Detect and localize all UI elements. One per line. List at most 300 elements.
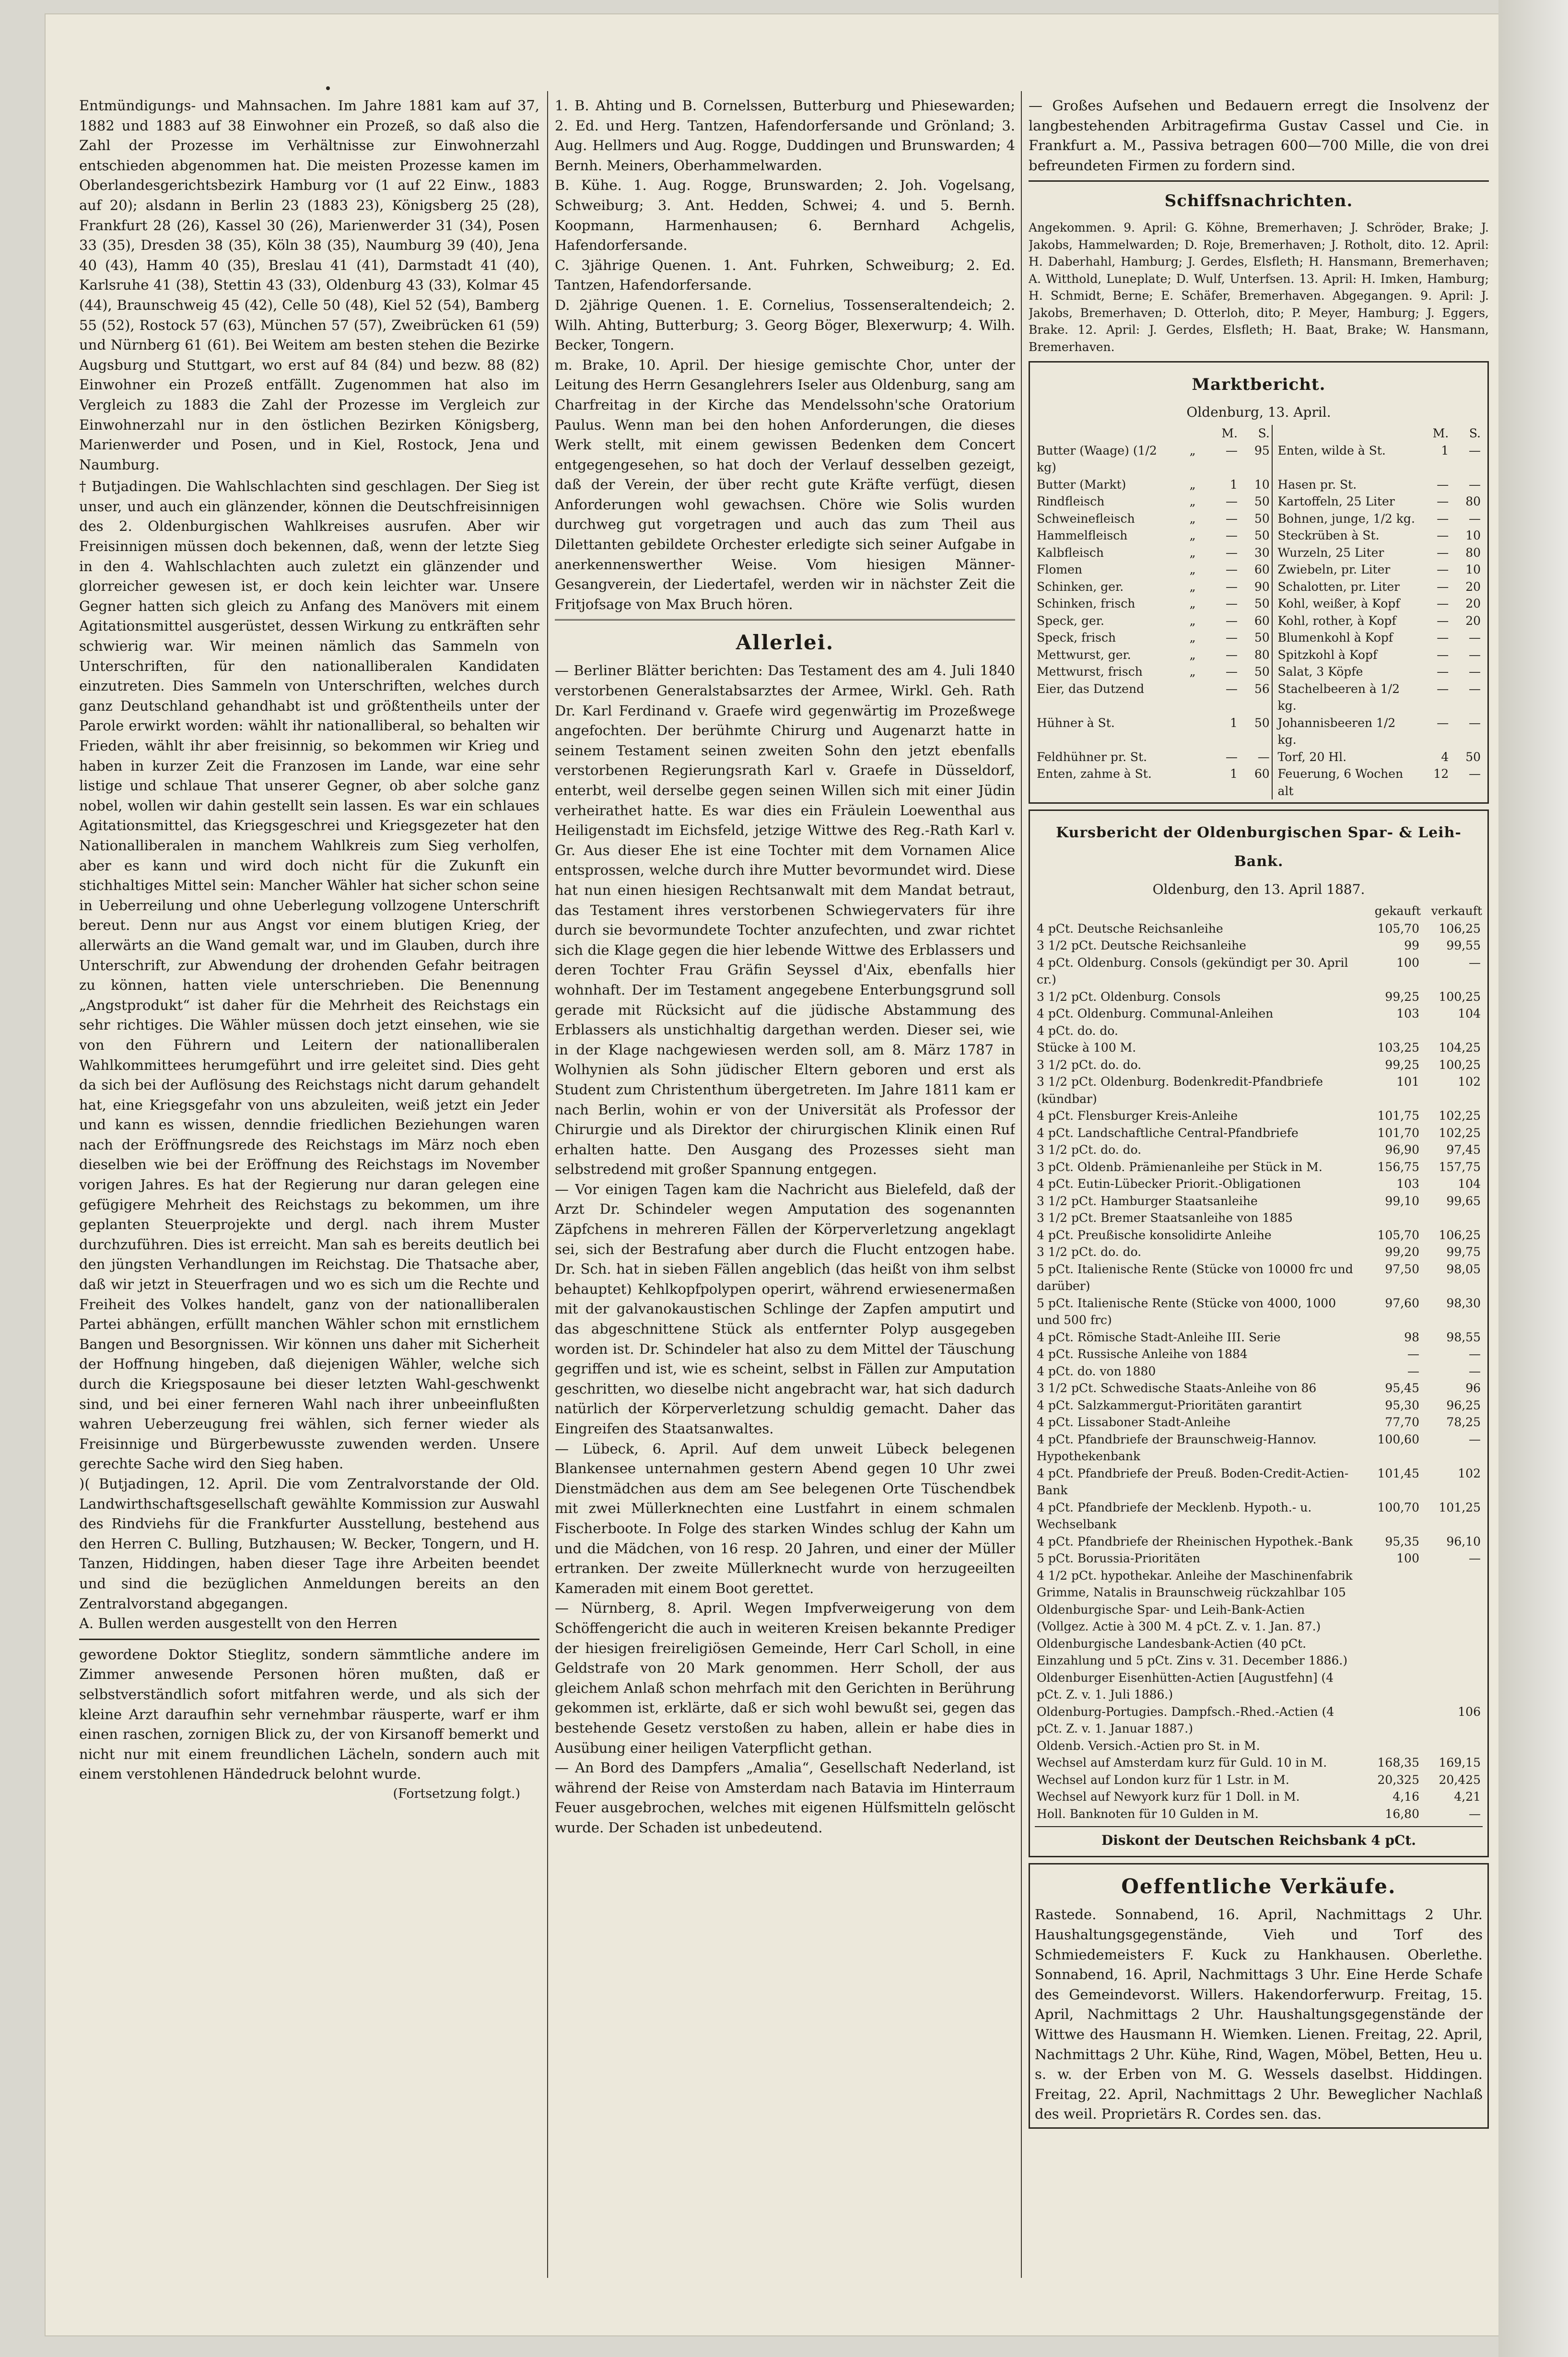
exchange-row xyxy=(1035,1295,1483,1329)
market-row xyxy=(1035,646,1483,664)
exchange-row xyxy=(1035,1175,1483,1193)
article-text: — Lübeck, 6. April. Auf dem unweit Lübeck belegenen Blankensee unternahmen gestern Abend gegen 10 Uhr zwei Dienstmädchen aus dem am See belegenen Orte Tüschendbek mit zwei Müllerknechten eine Lustfahrt in einem schmalen Fischerboote. In Folge des starken Windes schlug der Kahn um und die Mädchen, von 16 resp. 20 Jahren, und einer der Müller ertranken. Der zweite Müllerknecht wurde von herzugeeilten Kameraden mit einem Boot gerettet. xyxy=(555,1440,1015,1596)
security-rate: 106,25 xyxy=(1439,921,1481,936)
security-rate: 99,25 xyxy=(1385,989,1419,1004)
market-item: Hammelfleisch xyxy=(1037,528,1128,543)
market-price xyxy=(1178,680,1207,715)
market-price: 10 xyxy=(1254,477,1270,492)
security-rate xyxy=(1421,1601,1483,1635)
market-price: 60 xyxy=(1254,563,1270,577)
market-item: Johannisbeeren 1/2 kg. xyxy=(1277,715,1396,747)
article-text: — Vor einigen Tagen kam die Nachricht aus Bielefeld, daß der Arzt Dr. Schindeler wegen Amputation des sogenannten Zäpfchens in mehreren Fällen der Körperverletzung angeklagt sei, sich der Bestrafung aber durch die Flucht entzogen habe. Dr. Sch. hat in sieben Fällen angeblich (das heißt von ihm selbst behauptet) Kehlkopfpolypen operirt, während erwiesenermaßen mit der galvanokaustischen Schlinge der Zapfen amputirt und das abgeschnittene Stück als entfernter Polyp ausgegeben worden ist. Dr. Schindeler hat also zu dem Mittel der Täuschung gegriffen und ist, wie es scheint, selbst in Fällen zur Amputation geschritten, wo dieselbe nicht angebracht war, hat sich dadurch natürlich der Körperverletzung schuldig gemacht. Daher das Eingreifen des Staatsanwaltes. xyxy=(555,1181,1015,1437)
market-price: 80 xyxy=(1254,647,1270,662)
market-price: „ xyxy=(1189,613,1196,628)
market-price: — xyxy=(1225,563,1238,577)
article-text: A. Bullen werden ausgestellt von den Herren xyxy=(79,1615,398,1632)
section-heading: Allerlei. xyxy=(736,631,834,655)
market-row xyxy=(1035,680,1483,715)
market-price xyxy=(1178,749,1207,766)
security-rate: 98,05 xyxy=(1446,1262,1481,1276)
security-rate: 98,55 xyxy=(1446,1330,1481,1344)
security-name: 3 1/2 pCt. Oldenburg. Bodenkredit-Pfandbriefe (kündbar) xyxy=(1037,1075,1323,1106)
security-rate: 105,70 xyxy=(1377,1228,1419,1242)
market-item: Eier, das Dutzend xyxy=(1037,681,1145,696)
market-price: — xyxy=(1225,511,1238,526)
market-price: — xyxy=(1437,647,1449,662)
market-price: „ xyxy=(1189,494,1196,509)
market-report xyxy=(1029,361,1489,804)
column-1 xyxy=(79,96,539,2192)
security-rate: 103,25 xyxy=(1377,1041,1419,1055)
article-text: — Berliner Blätter berichten: Das Testament des am 4. Juli 1840 verstorbenen Generalstabsarztes der Armee, Wirkl. Geh. Rath Dr. Karl Ferdinand v. Graefe wird gegenwärtig im Prozeßwege angefochten. Der berühmte Chirurg und Augenarzt hatte in seinem Testament seinen zweiten Sohn den jetzt ebenfalls verstorbenen Regierungsrath Karl v. Graefe in Düsseldorf, enterbt, weil derselbe gegen seinen Willen sich mit einer Jüdin verheirathet hatte. Es war dies ein Fräulein Loewenthal aus Heiligenstadt im Eichsfeld, jetzige Wittwe des Reg.-Rath Karl v. Gr. Aus dieser Ehe ist eine Tochter mit dem Vornamen Alice entsprossen, welche durch ihre Mutter bevormundet wird. Diese hat nun einen hiesigen Rechtsanwalt mit dem Mandat betraut, das Testament ihres verstorbenen Schwiegervaters für ihre durch sie bevormundete Tochter anzufechten, und zwar richtet sich die Klage gegen die hier lebende Wittwe des Erblassers und deren Tochter Frau Gräfin Seyssel d'Aix, ebenfalls hier wohnhaft. Der im Testament angegebene Enterbungsgrund soll gerade mit Rücksicht auf die jüdische Abstammung des Erblassers als unstichhaltig dargethan werden. Dieser sei, wie in der Klage nachgewiesen werden soll, am 8. März 1787 in Wolhynien als Sohn jüdischer Eltern geboren und erst als Student zum Christenthum übergetreten. Im Jahre 1811 kam er nach Berlin, wohin er von der Universität als Professor der Chirurgie und als Direktor der chirurgischen Klinik einen Ruf erhalten hatte. Den Ausgang des Prozesses sieht man selbstredend mit großer Spannung entgegen. xyxy=(555,662,1015,1178)
market-price: — xyxy=(1437,681,1449,696)
market-price: — xyxy=(1437,545,1449,560)
exchange-row xyxy=(1035,1567,1483,1601)
market-price: 50 xyxy=(1465,750,1481,764)
security-name: 3 1/2 pCt. Hamburger Staatsanleihe xyxy=(1037,1194,1258,1208)
market-item: Mettwurst, ger. xyxy=(1037,647,1131,662)
security-rate: 101,70 xyxy=(1377,1126,1419,1140)
newspaper-page xyxy=(46,14,1498,2335)
market-item: Spitzkohl à Kopf xyxy=(1277,647,1378,662)
section-heading: Marktbericht. xyxy=(1192,375,1326,395)
market-price: „ xyxy=(1189,511,1196,526)
security-name: 5 pCt. Italienische Rente (Stücke von 10000 frc und darüber) xyxy=(1037,1262,1353,1293)
market-item: Kohl, rother, à Kopf xyxy=(1277,613,1396,628)
continuation-note: (Fortsetzung folgt.) xyxy=(393,1786,520,1801)
market-price: 90 xyxy=(1254,579,1270,594)
market-price: 50 xyxy=(1254,631,1270,645)
market-separator xyxy=(1272,680,1276,715)
market-price: „ xyxy=(1189,631,1196,645)
exchange-row xyxy=(1035,1431,1483,1465)
market-price: — xyxy=(1225,545,1238,560)
market-item: Steckrüben à St. xyxy=(1277,528,1380,543)
market-item: Butter (Markt) xyxy=(1037,477,1126,492)
security-rate xyxy=(1360,1209,1421,1227)
market-separator xyxy=(1272,527,1276,544)
security-rate xyxy=(1421,1022,1483,1040)
market-item: Rindfleisch xyxy=(1037,494,1105,509)
security-rate: 4,21 xyxy=(1454,1790,1481,1804)
security-rate: 97,45 xyxy=(1446,1143,1481,1157)
security-rate: 96,25 xyxy=(1446,1398,1481,1412)
security-rate: 106,25 xyxy=(1439,1228,1481,1242)
market-item: Kalbfleisch xyxy=(1037,545,1104,560)
unit-label: S. xyxy=(1469,426,1481,441)
security-rate: 99,10 xyxy=(1385,1194,1419,1208)
column-header: verkauft xyxy=(1431,904,1482,918)
market-price: „ xyxy=(1189,665,1196,679)
security-rate: 100,70 xyxy=(1377,1500,1419,1514)
market-separator xyxy=(1272,595,1276,612)
article-text: † Butjadingen. Die Wahlschlachten sind geschlagen. Der Sieg ist unser, und auch ein glänzender, können die Deutschfreisinnigen des 2. Oldenburgischen Wahlkreises ausrufen. Aber wir Freisinnigen müssen doch bekennen, daß, wenn der letzte Sieg in den 4. Wahlschlachten auch zuletzt ein glänzender und glorreicher gewesen ist, er doch kein leichter war. Unsere Gegner hatten sich gleich zu Anfang des Manövers mit einem Agitationsmittel ausgerüstet, dessen Wirkung zu entkräften sehr schwierig war. Wir meinen nämlich das Sammeln von Unterschriften, für den nationalliberalen Kandidaten einzutreten. Dies Sammeln von Unterschriften, welches durch ganz Deutschland gehandhabt ist und größtentheils unter der Parole erwirkt worden: wählt ihr nationalliberal, so behalten wir Frieden, wählt ihr aber freisinnig, so bekommen wir Krieg und haben in kurzer Zeit die Franzosen im Lande, war eine sehr listige und schlaue That unserer Gegner, ob aber solche ganz nobel, wollen wir dahin gestellt sein lassen. Es war ein schlaues Agitationsmittel, das Kriegsgeschrei und Kriegsgezeter hat den Nationalliberalen in manchem Wahlkreis zum Sieg verholfen, aber es kann und wird doch nicht für die Zukunft ein stichhaltiges Mittel sein: Mancher Wähler hat sicher schon seine in Ueberreilung und ohne Ueberlegung vollzogene Unterschrift bereut. Denn nur aus Angst vor einem blutigen Krieg, der allerwärts an die Wand gemalt war, und im Glauben, durch ihre Unterschrift, zur Abwendung der drohenden Gefahr beitragen zu können, hatten viele unterschrieben. Die Benennung „Angstprodukt“ ist daher für die Mehrheit des Reichstags ein sehr richtiges. Die Wähler müssen doch jetzt einsehen, wie sie von den Führern und Leitern der nationalliberalen Wahlkommittees herumgeführt und irre geleitet sind. Dies geht da sich bei der Auflösung des Reichstags nicht darum gehandelt hat, eine Kriegsgefahr von uns abzuleiten, weiß jetzt ein Jeder und kann es wissen, denndie friedlichen Beziehungen waren nach der Eröffnungsrede des Reichstags im März noch eben dieselben wie bei der Eröffnung des Reichstags im November vorigen Jahres. Es hat der Regierung nur daran gelegen eine gefügigere Mehrheit des Reichstags zu bekommen, um ihre geplanten Steuerprojekte und dergl. nach ihrem Muster durchzuführen. Dies ist erreicht. Man sah es bereits deutlich bei den jüngsten Verhandlungen im Reichstag. Die Thatsache aber, daß wir jetzt in Steuerfragen und wo es sich um die Rechte und Freiheit des Volkes handelt, ganz von der nationalliberalen Partei abhängen, erfüllt manchen Wähler schon mit ernstlichem Bangen und Besorgnissen. Wir können uns daher mit Sicherheit der Hoffnung hingeben, daß diejenigen Wähler, welche sich durch die Kriegsposaune bei dieser letzten Wahl-geschwenkt sind, und bei einer ferneren Wahl nach ihrer unbeeinflußten wahren Ueberzeugung frei wählen, sich ferner wieder als Freisinnige und Bürgerbewusste zuwenden werden. Unsere gerechte Sache wird den Sieg haben. xyxy=(79,478,539,1472)
article-text: D. 2jährige Quenen. 1. E. Cornelius, Tossenseraltendeich; 2. Wilh. Ahting, Butterburg; 3. Georg Böger, Blexerwurp; 4. Wilh. Becker, Tongern. xyxy=(555,296,1015,353)
security-name: 4 pCt. do. do. xyxy=(1037,1023,1118,1038)
security-rate: — xyxy=(1469,1347,1481,1361)
market-price: 10 xyxy=(1465,528,1481,543)
security-name: Wechsel auf Newyork kurz für 1 Doll. in M. xyxy=(1037,1790,1300,1804)
divider xyxy=(1035,1826,1483,1827)
market-item: Salat, 3 Köpfe xyxy=(1277,665,1363,679)
security-rate: — xyxy=(1469,955,1481,970)
security-rate: 99,65 xyxy=(1446,1194,1481,1208)
security-name: 4 pCt. Römische Stadt-Anleihe III. Serie xyxy=(1037,1330,1281,1344)
security-rate: 78,25 xyxy=(1446,1415,1481,1430)
market-item: Mettwurst, frisch xyxy=(1037,665,1143,679)
market-row xyxy=(1035,476,1483,493)
market-price: — xyxy=(1437,477,1449,492)
market-separator xyxy=(1272,663,1276,680)
market-price: 60 xyxy=(1254,767,1270,781)
market-price: — xyxy=(1225,665,1238,679)
market-separator xyxy=(1272,544,1276,562)
article-text: Entmündigungs- und Mahnsachen. Im Jahre 1881 kam auf 37, 1882 und 1883 auf 38 Einwohner ein Prozeß, so daß also die Zahl der Prozesse im Verhältnisse zur Einwohnerzahl entschieden abgenommen hat. Die meisten Prozesse kamen im Oberlandesgerichtsbezirk Hamburg vor (1 auf 22 Einw., 1883 auf 20); alsdann in Berlin 23 (1883 23), Königsberg 25 (28), Frankfurt 28 (26), Kassel 30 (26), Marienwerder 31 (34), Posen 33 (35), Dresden 38 (35), Köln 38 (35), Naumburg 39 (40), Jena 40 (43), Hamm 40 (35), Breslau 41 (41), Darmstadt 41 (40), Karlsruhe 41 (38), Stettin 43 (33), Oldenburg 43 (33), Kolmar 45 (44), Braunschweig 45 (42), Celle 50 (48), Kiel 52 (54), Bamberg 55 (52), Rostock 57 (63), München 57 (57), Zweibrücken 61 (59) und Nürnberg 61 (61). Bei Weitem am besten stehen die Bezirke Augsburg und Stuttgart, wo erst auf 84 (84) und bezw. 88 (82) Einwohner ein Prozeß entfällt. Zugenommen hat also im Vergleich zu 1883 die Zahl der Prozesse im Vergleich zur Einwohnerzahl nur in den östlichen Bezirken Königsberg, Marienwerder und Posen, und in Kiel, Rostock, Jena und Naumburg. xyxy=(79,97,539,473)
market-item: Zwiebeln, pr. Liter xyxy=(1277,563,1391,577)
security-rate xyxy=(1360,1601,1421,1635)
market-item: Speck, ger. xyxy=(1037,613,1104,628)
market-price: — xyxy=(1225,631,1238,645)
security-rate: 103 xyxy=(1396,1177,1419,1191)
security-rate: 157,75 xyxy=(1439,1160,1481,1174)
market-separator xyxy=(1272,561,1276,578)
public-sales xyxy=(1029,1863,1489,2129)
market-row xyxy=(1035,561,1483,578)
security-name: Stücke à 100 M. xyxy=(1037,1041,1136,1055)
market-price: „ xyxy=(1189,443,1196,457)
market-price: — xyxy=(1469,681,1481,696)
article-text: m. Brake, 10. April. Der hiesige gemischte Chor, unter der Leitung des Herrn Gesanglehrers Iseler aus Oldenburg, sang am Charfreitag in der Kirche das Mendelssohn'sche Oratorium Paulus. Wenn man bei den hohen Anforderungen, die dieses Werk stellt, mit einem gewissen Bedenken dem Concert entgegengesehen, so hat doch der Verlauf desselben gezeigt, daß der Verein, der über recht gute Kräfte verfügt, diesen Anforderungen wohl gewachsen. Chöre wie Solis wurden durchweg gut vorgetragen und auch das zum Theil aus Dilettanten gebildete Orchester erledigte sich seiner Aufgabe in anerkennenswerther Weise. Vom hiesigen Männer-Gesangverein, der Liedertafel, werden wir in nächster Zeit die Fritjofsage von Max Bruch hören. xyxy=(555,356,1015,612)
market-separator xyxy=(1272,646,1276,664)
market-row xyxy=(1035,629,1483,646)
market-price: 95 xyxy=(1254,443,1270,457)
security-rate: 95,45 xyxy=(1385,1381,1419,1395)
security-name: 4 pCt. Pfandbriefe der Braunschweig-Hannov. Hypothekenbank xyxy=(1037,1432,1317,1464)
security-rate: 99,55 xyxy=(1446,938,1481,953)
article-text: — Nürnberg, 8. April. Wegen Impfverweigerung von dem Schöffengericht die auch in weiteren Kreisen bekannte Prediger der hiesigen freireligiösen Gemeinde, Herr Carl Scholl, in eine Geldstrafe von 20 Mark genommen. Herr Scholl, der aus gleichem Anlaß schon mehrfach mit den Gerichten in Berührung gekommen ist, erklärte, daß er sich wohl bewußt sei, gegen das bestehende Gesetz verstoßen zu haben, allein er habe dies in Ausübung einer heiligen Vaterpflicht gethan. xyxy=(555,1600,1015,1756)
security-rate: 97,60 xyxy=(1385,1296,1419,1310)
security-rate: 95,35 xyxy=(1385,1534,1419,1548)
exchange-date: Oldenburg, den 13. April 1887. xyxy=(1152,881,1365,898)
security-rate: 101,45 xyxy=(1377,1466,1419,1480)
security-rate: 100,60 xyxy=(1377,1432,1419,1446)
exchange-row xyxy=(1035,1380,1483,1397)
security-rate xyxy=(1421,1209,1483,1227)
security-name: 3 1/2 pCt. do. do. xyxy=(1037,1245,1142,1259)
exchange-row xyxy=(1035,1141,1483,1159)
market-item: Flomen xyxy=(1037,563,1082,577)
market-item: Hasen pr. St. xyxy=(1277,477,1357,492)
security-rate: 99 xyxy=(1404,938,1419,953)
market-row xyxy=(1035,493,1483,510)
security-name: 3 1/2 pCt. do. do. xyxy=(1037,1143,1142,1157)
exchange-row xyxy=(1035,1550,1483,1567)
security-rate: 168,35 xyxy=(1377,1756,1419,1770)
market-price xyxy=(1178,765,1207,799)
market-units-row xyxy=(1035,425,1483,442)
security-name: Wechsel auf London kurz für 1 Lstr. in M. xyxy=(1037,1772,1289,1787)
column-rule xyxy=(1021,91,1022,2278)
exchange-row xyxy=(1035,1363,1483,1380)
market-item: Blumenkohl à Kopf xyxy=(1277,631,1393,645)
market-price: — xyxy=(1469,647,1481,662)
section-heading: Oeffentliche Verkäufe. xyxy=(1121,1875,1396,1899)
security-rate: 99,25 xyxy=(1385,1057,1419,1072)
market-item: Stachelbeeren à 1/2 kg. xyxy=(1277,681,1400,713)
market-price: — xyxy=(1437,494,1449,509)
exchange-row xyxy=(1035,1261,1483,1295)
market-price: — xyxy=(1225,443,1238,457)
market-item: Speck, frisch xyxy=(1037,631,1116,645)
market-price: — xyxy=(1437,579,1449,594)
exchange-row xyxy=(1035,954,1483,988)
divider xyxy=(1029,180,1489,182)
market-price: — xyxy=(1225,494,1238,509)
exchange-row xyxy=(1035,937,1483,954)
market-price: 50 xyxy=(1254,665,1270,679)
discount-note: Diskont der Deutschen Reichsbank 4 pCt. xyxy=(1101,1832,1416,1849)
market-row xyxy=(1035,749,1483,766)
exchange-row xyxy=(1035,1056,1483,1074)
market-separator xyxy=(1272,715,1276,749)
market-separator xyxy=(1272,749,1276,766)
security-rate: 99,20 xyxy=(1385,1245,1419,1259)
market-price: — xyxy=(1469,477,1481,492)
market-price: — xyxy=(1437,715,1449,730)
security-rate: 101 xyxy=(1396,1075,1419,1089)
unit-label: M. xyxy=(1432,426,1449,441)
exchange-row xyxy=(1035,1039,1483,1056)
market-item: Kohl, weißer, à Kopf xyxy=(1277,597,1400,611)
security-name: 3 1/2 pCt. do. do. xyxy=(1037,1057,1142,1072)
security-name: 3 1/2 pCt. Deutsche Reichsanleihe xyxy=(1037,938,1246,953)
market-row xyxy=(1035,510,1483,528)
market-price: 50 xyxy=(1254,715,1270,730)
market-item: Schinken, ger. xyxy=(1037,579,1124,594)
exchange-row xyxy=(1035,1499,1483,1533)
security-rate: 99,75 xyxy=(1446,1245,1481,1259)
market-price: 50 xyxy=(1254,511,1270,526)
market-item: Hühner à St. xyxy=(1037,715,1115,730)
security-rate xyxy=(1360,1022,1421,1040)
security-name: 5 pCt. Italienische Rente (Stücke von 4000, 1000 und 500 frc) xyxy=(1037,1296,1336,1327)
page-edge xyxy=(1498,0,1568,2357)
market-price: — xyxy=(1469,631,1481,645)
market-price: 30 xyxy=(1254,545,1270,560)
security-rate: 169,15 xyxy=(1439,1756,1481,1770)
security-rate: 98 xyxy=(1404,1330,1419,1344)
exchange-row xyxy=(1035,1806,1483,1823)
security-name: Oldenburg-Portugies. Dampfsch.-Rhed.-Actien (4 pCt. Z. v. 1. Januar 1887.) xyxy=(1037,1704,1334,1736)
security-name: 3 1/2 pCt. Bremer Staatsanleihe von 1885 xyxy=(1037,1211,1293,1225)
exchange-row xyxy=(1035,1635,1483,1669)
security-rate: 96,10 xyxy=(1446,1534,1481,1548)
market-price: — xyxy=(1225,613,1238,628)
article-text: 1. B. Ahting und B. Cornelssen, Butterburg und Phiesewarden; 2. Ed. und Herg. Tantzen, Hafendorfersande und Grönland; 3. Aug. Hellmers und Aug. Rogge, Duddingen und Brunswarden; 4 Bernh. Meiners, Oberhammelwarden. xyxy=(555,97,1015,174)
exchange-row xyxy=(1035,1159,1483,1176)
market-price: — xyxy=(1225,579,1238,594)
security-rate: — xyxy=(1469,1364,1481,1378)
security-rate: 103 xyxy=(1396,1007,1419,1021)
security-name: 4 pCt. Pfandbriefe der Mecklenb. Hypoth.- u. Wechselbank xyxy=(1037,1500,1312,1532)
security-name: Oldenb. Versich.-Actien pro St. in M. xyxy=(1037,1738,1260,1753)
market-separator xyxy=(1272,493,1276,510)
security-rate: 105,70 xyxy=(1377,921,1419,936)
market-item: Schinken, frisch xyxy=(1037,597,1135,611)
security-rate: 96 xyxy=(1465,1381,1481,1395)
market-price: — xyxy=(1437,665,1449,679)
feuilleton-text: gewordene Doktor Stieglitz, sondern sämmtliche andere im Zimmer anwesende Personen hören mußten, daß er selbstverständlich sofort mitfahren werde, und als sich der kleine Arzt daraufhin sehr vernehmbar räusperte, warf er ihm einen raschen, zornigen Blick zu, der von Kirsanoff bemerkt und nicht nur mit einem freundlichen Lächeln, sondern auch mit einem verstohlenen Händedruck belohnt wurde. xyxy=(79,1646,539,1782)
market-price: 10 xyxy=(1465,563,1481,577)
exchange-row xyxy=(1035,1346,1483,1363)
market-price: „ xyxy=(1189,647,1196,662)
market-price: — xyxy=(1225,647,1238,662)
market-row xyxy=(1035,595,1483,612)
exchange-row xyxy=(1035,1107,1483,1125)
section-heading: Schiffsnachrichten. xyxy=(1164,191,1353,211)
security-rate xyxy=(1360,1635,1421,1669)
security-rate: 100 xyxy=(1396,955,1419,970)
market-price: — xyxy=(1225,750,1238,764)
security-name: 3 pCt. Oldenb. Prämienanleihe per Stück in M. xyxy=(1037,1160,1322,1174)
security-rate: 102 xyxy=(1458,1075,1481,1089)
market-separator xyxy=(1272,476,1276,493)
market-price: — xyxy=(1225,528,1238,543)
security-rate xyxy=(1360,1567,1421,1601)
security-name: 4 pCt. Oldenburg. Communal-Anleihen xyxy=(1037,1007,1274,1021)
market-separator xyxy=(1272,510,1276,528)
security-name: 4 pCt. Pfandbriefe der Preuß. Boden-Credit-Actien-Bank xyxy=(1037,1466,1349,1498)
unit-label: S. xyxy=(1258,426,1270,441)
security-rate: 104 xyxy=(1458,1177,1481,1191)
market-price: — xyxy=(1469,443,1481,457)
market-table xyxy=(1035,425,1483,799)
market-price: 20 xyxy=(1465,613,1481,628)
market-price: 56 xyxy=(1254,681,1270,696)
security-rate: 102 xyxy=(1458,1466,1481,1480)
market-price: 50 xyxy=(1254,528,1270,543)
exchange-row xyxy=(1035,1669,1483,1703)
market-item: Enten, wilde à St. xyxy=(1277,443,1386,457)
market-separator xyxy=(1272,629,1276,646)
market-price: — xyxy=(1437,528,1449,543)
security-name: 4 pCt. Oldenburg. Consols (gekündigt per 30. April cr.) xyxy=(1037,955,1348,987)
market-price: 80 xyxy=(1465,545,1481,560)
security-rate: 77,70 xyxy=(1385,1415,1419,1430)
security-rate: 20,425 xyxy=(1439,1772,1481,1787)
market-date: Oldenburg, 13. April. xyxy=(1186,404,1331,421)
article-text: C. 3jährige Quenen. 1. Ant. Fuhrken, Schweiburg; 2. Ed. Tantzen, Hafendorfersande. xyxy=(555,257,1015,293)
market-price: „ xyxy=(1189,563,1196,577)
market-price: 50 xyxy=(1254,494,1270,509)
security-rate xyxy=(1360,1737,1421,1755)
market-item: Enten, zahme à St. xyxy=(1037,767,1152,781)
market-price: 20 xyxy=(1465,579,1481,594)
security-rate xyxy=(1360,1703,1421,1737)
market-price: 12 xyxy=(1433,767,1449,781)
market-price: — xyxy=(1469,767,1481,781)
market-price: — xyxy=(1437,563,1449,577)
market-price: — xyxy=(1257,750,1270,764)
security-name: 4 pCt. Salzkammergut-Prioritäten garantirt xyxy=(1037,1398,1302,1412)
security-rate: 101,25 xyxy=(1439,1500,1481,1514)
security-rate: — xyxy=(1469,1432,1481,1446)
article-text: — Großes Aufsehen und Bedauern erregt die Insolvenz der langbestehenden Arbitragefirma Gustav Cassel und Cie. in Frankfurt a. M., Passiva betragen 600—700 Mille, die von drei befreundeten Firmen zu fordern sind. xyxy=(1029,97,1489,174)
article-text: — An Bord des Dampfers „Amalia“, Gesellschaft Nederland, ist während der Reise von Amsterdam nach Batavia im Hinterraum Feuer ausgebrochen, welches mit eigenen Hülfsmitteln gelöscht wurde. Der Schaden ist unbedeutend. xyxy=(555,1759,1015,1836)
market-price xyxy=(1178,715,1207,749)
security-rate: 100,25 xyxy=(1439,1057,1481,1072)
security-name: 4 pCt. Lissaboner Stadt-Anleihe xyxy=(1037,1415,1231,1430)
security-rate: 100,25 xyxy=(1439,989,1481,1004)
divider xyxy=(79,1639,539,1640)
market-row xyxy=(1035,663,1483,680)
exchange-row xyxy=(1035,1329,1483,1346)
security-rate: 4,16 xyxy=(1392,1790,1419,1804)
market-item: Schweinefleisch xyxy=(1037,511,1135,526)
market-separator xyxy=(1272,442,1276,476)
column-3 xyxy=(1029,96,1489,2192)
security-rate xyxy=(1421,1737,1483,1755)
security-rate xyxy=(1360,1669,1421,1703)
security-name: 3 1/2 pCt. Schwedische Staats-Anleihe von 86 xyxy=(1037,1381,1317,1395)
market-price: — xyxy=(1437,613,1449,628)
security-rate: 156,75 xyxy=(1377,1160,1419,1174)
market-price: „ xyxy=(1189,545,1196,560)
market-price: — xyxy=(1469,715,1481,730)
market-item: Butter (Waage) (1/2 kg) xyxy=(1037,443,1157,475)
market-price: — xyxy=(1469,665,1481,679)
security-name: Oldenburger Eisenhütten-Actien [Augustfehn] (4 pCt. Z. v. 1. Juli 1886.) xyxy=(1037,1670,1334,1702)
exchange-row xyxy=(1035,1193,1483,1210)
security-rate: 20,325 xyxy=(1377,1772,1419,1787)
security-rate: — xyxy=(1407,1347,1419,1361)
market-price: 1 xyxy=(1230,767,1238,781)
security-name: Wechsel auf Amsterdam kurz für Guld. 10 in M. xyxy=(1037,1756,1327,1770)
security-rate: — xyxy=(1469,1551,1481,1566)
exchange-report xyxy=(1029,809,1489,1857)
exchange-row xyxy=(1035,1397,1483,1414)
market-price: 80 xyxy=(1465,494,1481,509)
market-row xyxy=(1035,765,1483,799)
exchange-row xyxy=(1035,1073,1483,1107)
security-rate: 96,90 xyxy=(1385,1143,1419,1157)
security-rate: 100 xyxy=(1396,1551,1419,1566)
divider xyxy=(555,619,1015,623)
exchange-row xyxy=(1035,1209,1483,1227)
market-price: 20 xyxy=(1465,597,1481,611)
exchange-row xyxy=(1035,1754,1483,1771)
exchange-row xyxy=(1035,1788,1483,1806)
exchange-table xyxy=(1035,902,1483,1822)
market-separator xyxy=(1272,578,1276,596)
security-rate: 97,50 xyxy=(1385,1262,1419,1276)
security-name: 4 pCt. do. von 1880 xyxy=(1037,1364,1156,1378)
security-rate xyxy=(1421,1567,1483,1601)
security-name: 4 pCt. Russische Anleihe von 1884 xyxy=(1037,1347,1248,1361)
security-name: 3 1/2 pCt. Oldenburg. Consols xyxy=(1037,989,1221,1004)
print-mark xyxy=(326,86,330,90)
exchange-row xyxy=(1035,1227,1483,1244)
security-name: 5 pCt. Borussia-Prioritäten xyxy=(1037,1551,1201,1566)
security-rate: 106 xyxy=(1458,1704,1481,1719)
market-item: Kartoffeln, 25 Liter xyxy=(1277,494,1395,509)
market-item: Bohnen, junge, 1/2 kg. xyxy=(1277,511,1415,526)
market-item: Torf, 20 Hl. xyxy=(1277,750,1347,764)
security-rate xyxy=(1421,1635,1483,1669)
security-rate: 104 xyxy=(1458,1007,1481,1021)
market-price: — xyxy=(1437,597,1449,611)
security-rate: 95,30 xyxy=(1385,1398,1419,1412)
